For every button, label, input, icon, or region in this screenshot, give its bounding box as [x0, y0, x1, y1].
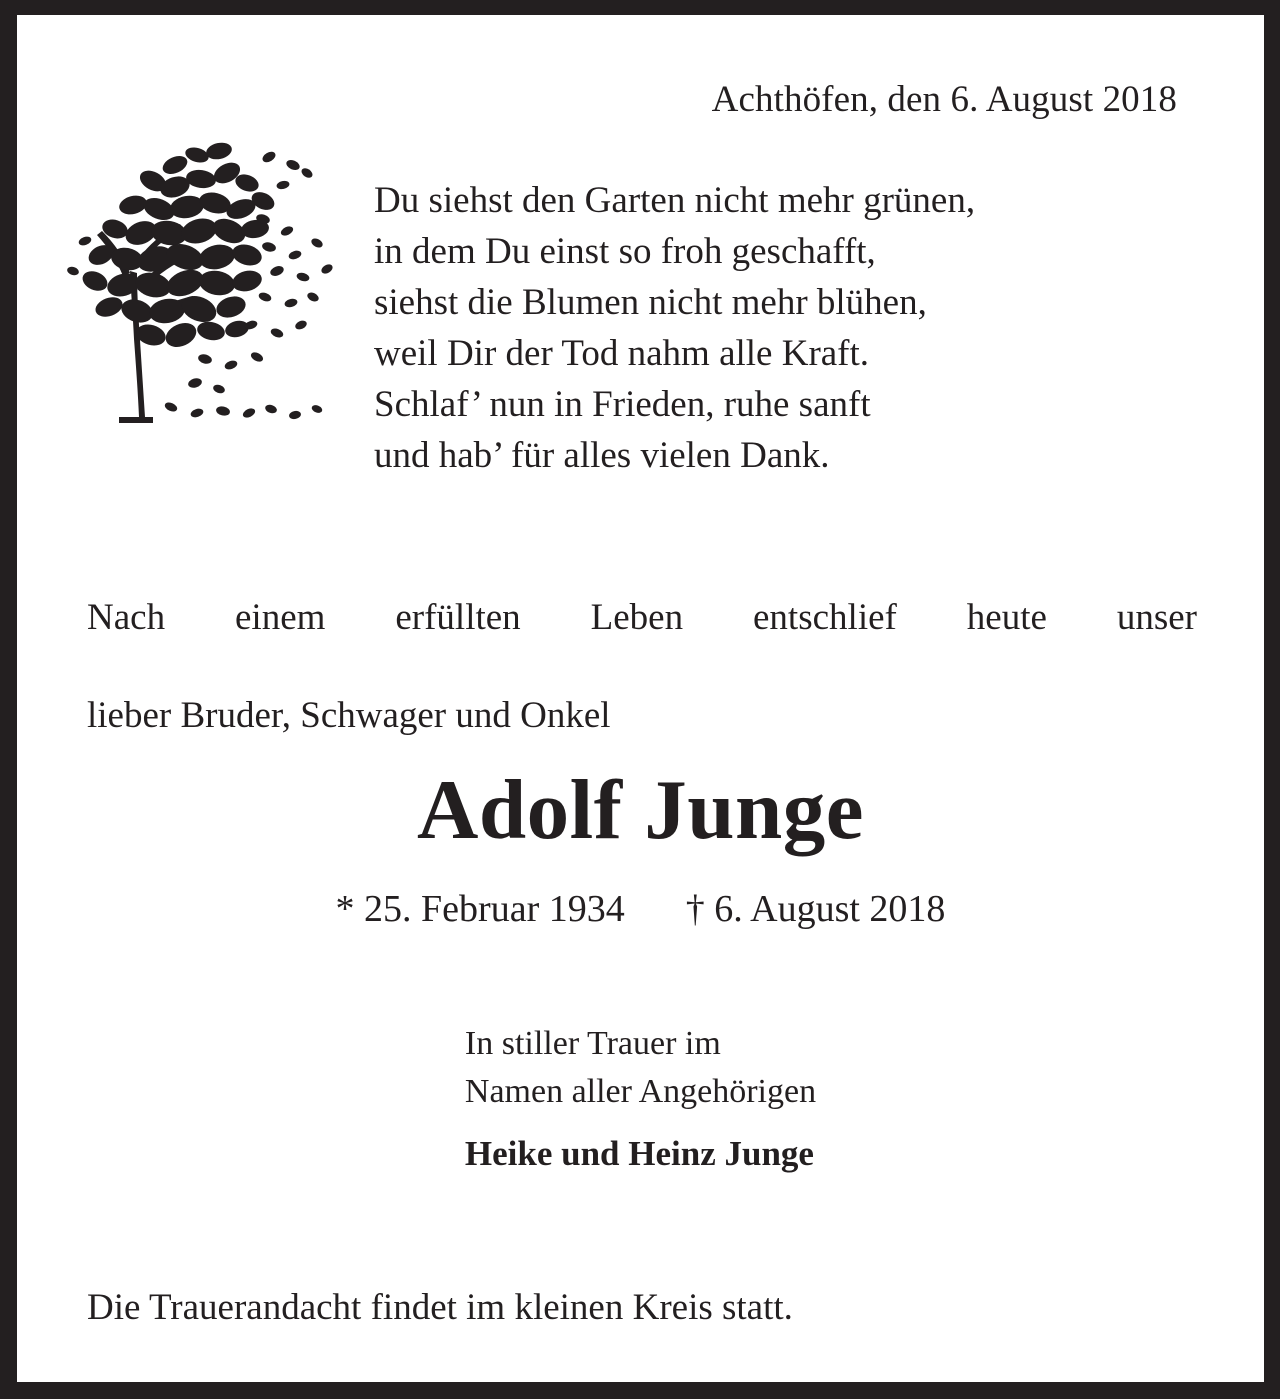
poem-line: Schlaf’ nun in Frieden, ruhe sanft — [374, 384, 871, 425]
poem-line: Du siehst den Garten nicht mehr grünen, — [374, 180, 976, 221]
mourning-line-1: In stiller Trauer im — [464, 1025, 721, 1062]
death-date: † 6. August 2018 — [685, 888, 946, 930]
mourning-family-names: Heike und Heinz Junge — [464, 1134, 814, 1173]
mourning-line-2: Namen aller Angehörigen — [464, 1073, 817, 1110]
place-and-date: Achthöfen, den 6. August 2018 — [711, 79, 1177, 120]
announcement-paragraph — [87, 593, 1197, 740]
service-info-note: Die Trauerandacht findet im kleinen Kreis statt. — [87, 1287, 793, 1328]
announcement-line-1: Nach einem erfüllten Leben entschlief heute unser — [87, 597, 1197, 638]
mourners-text-group — [465, 1020, 816, 1178]
poem-line: siehst die Blumen nicht mehr blühen, — [374, 282, 927, 323]
memorial-poem — [374, 175, 1174, 481]
poem-line: in dem Du einst so froh geschafft, — [374, 231, 876, 272]
deceased-name: Adolf Junge — [416, 763, 865, 857]
life-dates — [17, 887, 1264, 933]
poem-line: weil Dir der Tod nahm alle Kraft. — [374, 333, 870, 374]
mourners-block — [17, 1020, 1264, 1179]
obituary-inner-card — [17, 15, 1264, 1382]
poem-line: und hab’ für alles vielen Dank. — [374, 435, 830, 476]
tree-with-falling-leaves-icon — [55, 121, 355, 441]
announcement-line-2: lieber Bruder, Schwager und Onkel — [87, 695, 611, 736]
birth-date: * 25. Februar 1934 — [335, 888, 625, 930]
